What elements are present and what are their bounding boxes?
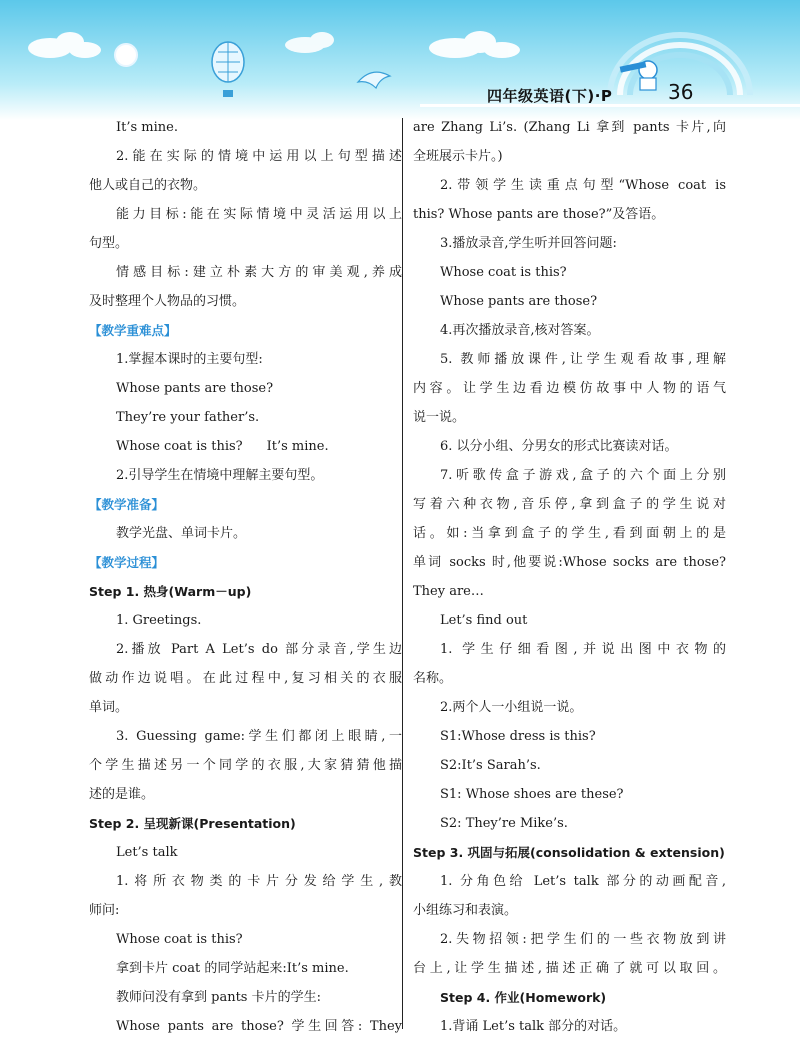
text-line xyxy=(413,142,726,171)
text-line xyxy=(413,374,726,403)
text-line xyxy=(413,345,726,374)
text-line xyxy=(413,954,726,983)
text-line xyxy=(413,780,726,809)
line-text: 名称。 xyxy=(413,671,453,686)
line-text: 拿到卡片 coat 的同学站起来:It’s mine. xyxy=(116,961,349,976)
line-text: 1. 分角色给 Let’s talk 部分的动画配音, xyxy=(440,874,726,889)
line-text: 2.能在实际的情境中运用以上句型描述 xyxy=(116,149,402,164)
line-text: Whose coat is this? xyxy=(440,265,567,280)
line-text: 2.引导学生在情境中理解主要句型。 xyxy=(116,468,324,483)
line-text: 句型。 xyxy=(89,236,129,251)
section-heading xyxy=(89,316,402,345)
text-line xyxy=(413,664,726,693)
line-text: 小组练习和表演。 xyxy=(413,903,518,918)
line-text: 2.播放 Part A Let’s do 部分录音,学生边 xyxy=(116,642,402,657)
section-heading xyxy=(89,490,402,519)
line-text: S2:It’s Sarah’s. xyxy=(440,758,541,773)
text-line xyxy=(413,258,726,287)
line-text: 教学光盘、单词卡片。 xyxy=(116,526,247,541)
line-text: 7.听歌传盒子游戏,盒子的六个面上分别 xyxy=(440,468,726,483)
line-text: They are… xyxy=(413,584,484,599)
line-text: 师问: xyxy=(89,903,120,918)
text-line xyxy=(413,635,726,664)
text-line xyxy=(413,693,726,722)
text-line xyxy=(89,287,402,316)
line-text: this? Whose pants are those?”及答语。 xyxy=(413,207,665,222)
text-line xyxy=(413,751,726,780)
text-line xyxy=(413,809,726,838)
text-line xyxy=(413,229,726,258)
line-text: 3.播放录音,学生听并回答问题: xyxy=(440,236,617,251)
text-line xyxy=(89,374,402,403)
text-line xyxy=(89,751,402,780)
section-heading xyxy=(89,548,402,577)
line-text: 1.背诵 Let’s talk 部分的对话。 xyxy=(440,1019,627,1034)
line-text: 述的是谁。 xyxy=(89,787,155,802)
line-text: 3. Guessing game:学生们都闭上眼睛,一 xyxy=(116,729,402,744)
text-line xyxy=(89,229,402,258)
line-text: 1. 学生仔细看图,并说出图中衣物的 xyxy=(440,642,726,657)
text-line xyxy=(89,200,402,229)
text-line xyxy=(413,519,726,548)
line-text: Whose pants are those? xyxy=(440,294,598,309)
text-line xyxy=(413,171,726,200)
text-line xyxy=(89,519,402,548)
line-text: 【教学过程】 xyxy=(89,555,165,570)
line-text: 2.带领学生读重点句型“Whose coat is xyxy=(440,178,726,193)
column-divider xyxy=(402,118,403,1029)
text-line xyxy=(413,113,726,142)
text-line xyxy=(89,838,402,867)
text-line xyxy=(89,606,402,635)
line-text: S1:Whose dress is this? xyxy=(440,729,596,744)
step-heading xyxy=(413,838,726,867)
line-text: Step 1. 热身(Warm－up) xyxy=(89,584,252,599)
text-line xyxy=(413,548,726,577)
line-text: Whose pants are those? xyxy=(116,381,274,396)
text-line xyxy=(89,461,402,490)
text-line xyxy=(413,287,726,316)
line-text: 5. 教师播放课件,让学生观看故事,理解 xyxy=(440,352,726,367)
line-text: 说一说。 xyxy=(413,410,466,425)
text-line xyxy=(413,896,726,925)
line-text: Step 4. 作业(Homework) xyxy=(440,990,607,1005)
line-text: 全班展示卡片。) xyxy=(413,149,503,164)
line-text: 他人或自己的衣物。 xyxy=(89,178,207,193)
line-text: 台上,让学生描述,描述正确了就可以取回。 xyxy=(413,961,726,976)
line-text: It’s mine. xyxy=(116,120,178,135)
text-line xyxy=(89,1012,402,1041)
line-text: 6. 以分小组、分男女的形式比赛读对话。 xyxy=(440,439,678,454)
line-text: Let’s talk xyxy=(116,845,178,860)
line-text: 写着六种衣物,音乐停,拿到盒子的学生说对 xyxy=(413,497,726,512)
text-line xyxy=(413,200,726,229)
text-line xyxy=(413,490,726,519)
line-text: 及时整理个人物品的习惯。 xyxy=(89,294,246,309)
text-line xyxy=(89,113,402,142)
line-text: 1.掌握本课时的主要句型: xyxy=(116,352,263,367)
text-line xyxy=(89,171,402,200)
text-line xyxy=(89,896,402,925)
line-text: Whose pants are those? 学生回答: They xyxy=(116,1019,402,1034)
text-line xyxy=(413,577,726,606)
line-text: 单词。 xyxy=(89,700,129,715)
text-line xyxy=(413,925,726,954)
line-text: Whose coat is this? xyxy=(116,932,243,947)
grade-label: 四年级英语(下)·P xyxy=(487,87,613,105)
text-line xyxy=(89,345,402,374)
text-line xyxy=(413,1012,726,1041)
line-text: Whose coat is this? xyxy=(116,439,243,454)
line-text: 个学生描述另一个同学的衣服,大家猜猜他描 xyxy=(89,758,402,773)
text-line xyxy=(413,316,726,345)
line-text: 1.将所衣物类的卡片分发给学生,教 xyxy=(116,874,402,889)
text-line xyxy=(89,983,402,1012)
left-column xyxy=(89,113,402,1041)
line-text: Let’s find out xyxy=(440,613,528,628)
text-line xyxy=(89,693,402,722)
step-heading xyxy=(413,983,726,1012)
line-text: 【教学准备】 xyxy=(89,497,165,512)
text-line xyxy=(89,780,402,809)
line-text: S1: Whose shoes are these? xyxy=(440,787,624,802)
line-text: 【教学重难点】 xyxy=(89,323,177,338)
text-line xyxy=(89,954,402,983)
text-line xyxy=(89,664,402,693)
text-line xyxy=(413,867,726,896)
line-text: 单词 socks 时,他要说:Whose socks are those? xyxy=(413,555,726,570)
line-text: 内容。让学生边看边模仿故事中人物的语气 xyxy=(413,381,726,396)
text-line xyxy=(413,403,726,432)
text-line xyxy=(89,432,402,461)
line-text: are Zhang Li’s. (Zhang Li 拿到 pants 卡片,向 xyxy=(413,120,726,135)
text-line xyxy=(413,722,726,751)
text-line xyxy=(413,432,726,461)
text-line xyxy=(89,403,402,432)
line-text: 4.再次播放录音,核对答案。 xyxy=(440,323,600,338)
page-number: 36 xyxy=(668,80,694,104)
step-heading xyxy=(89,577,402,606)
line-text: 话。如:当拿到盒子的学生,看到面朝上的是 xyxy=(413,526,726,541)
line-text: They’re your father’s. xyxy=(116,410,260,425)
text-line xyxy=(89,722,402,751)
line-text: Step 3. 巩固与拓展(consolidation & extension) xyxy=(413,845,725,860)
right-column xyxy=(413,113,726,1041)
line-text: 2.失物招领:把学生们的一些衣物放到讲 xyxy=(440,932,726,947)
header-banner xyxy=(0,0,800,120)
line-text: Step 2. 呈现新课(Presentation) xyxy=(89,816,296,831)
text-line xyxy=(413,606,726,635)
line-text: 教师问没有拿到 pants 卡片的学生: xyxy=(116,990,321,1005)
text-line xyxy=(89,925,402,954)
text-line xyxy=(413,461,726,490)
line-text: 能力目标:能在实际情境中灵活运用以上 xyxy=(116,207,402,222)
text-line xyxy=(89,142,402,171)
line-text: 2.两个人一小组说一说。 xyxy=(440,700,583,715)
line-text: S2: They’re Mike’s. xyxy=(440,816,568,831)
line-text: 情感目标:建立朴素大方的审美观,养成 xyxy=(116,265,402,280)
text-line xyxy=(89,867,402,896)
line-answer: It’s mine. xyxy=(266,439,329,454)
line-text: 1. Greetings. xyxy=(116,613,202,628)
text-line xyxy=(89,635,402,664)
text-line xyxy=(89,258,402,287)
sun-icon xyxy=(115,44,137,66)
step-heading xyxy=(89,809,402,838)
line-text: 做动作边说唱。在此过程中,复习相关的衣服 xyxy=(89,671,402,686)
